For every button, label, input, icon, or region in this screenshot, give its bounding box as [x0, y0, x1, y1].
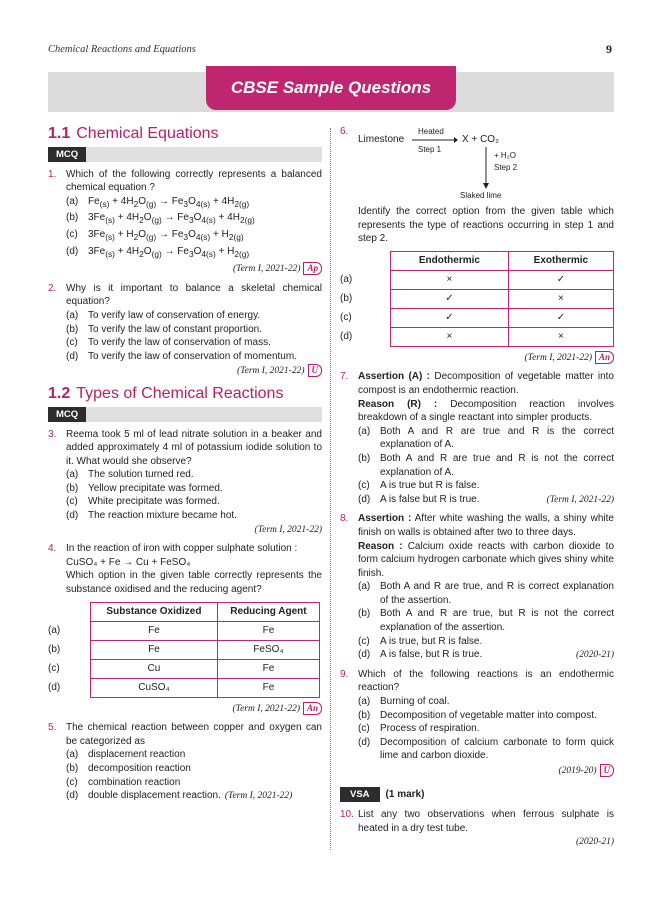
skill-badge: An [303, 702, 322, 715]
question-6: 6. Limestone Heated Step 1 X + CO₂ + H₂O Step 2 Slaked lime Identify the correct option from the given table which represents the type of reactions occurring in step 1 and step 2. [340, 126, 614, 245]
question-7: 7. Assertion (A) : Decomposition of vegetable matter into compost is an endothermic reaction. Reason (R) : Decomposition reaction involves breakdown of a single reactant into simpler products. (a) Both A and R are true and R is the correct explanation of A. (b) Both A and R are true and R is not the correct explanation of A. (c) A is true but R is false. (d) A is false but R is true. (Term I, 2021-22) [340, 371, 615, 505]
skill-badge: U [308, 364, 323, 377]
skill-badge: Ap [303, 262, 322, 275]
left-column: 1.1 Chemical Equations MCQ 1. Which of the following correctly represents a balanced chemical equation ? (a) $Fe_{(s)} + 4H_2O_{(g)} \to Fe_3O_{4(s)} + 4H_{2(g)}$ (b) $3Fe_{(s)} + 4H_2O_{(g)} \to Fe_3O_{4(s)} + 4H_{2(g)}$ (c) $3Fe_{(s)} + H_2O_{(g)} \to Fe_3O_{4(s)} + H_{2(g)}$ (d) $3Fe_{(s)} + 4H_2O_{(g)} \to Fe_3O_{4(s)} + H_{2(g)}$ (Term I, 2021-22) Ap 2. Why is it important to balance a skeletal chemical equation? (a) To verify law of conservation of energy. (b) To verify the law of constant proportion. (c) To verify the law of conservation of mass. (d) To verify the law of conservation of momentum. (Term I, 2021-22) U 1.2 Types of Chemical Reactions MCQ 3. Reema took 5 ml of lead nitrate solution in a beaker and added approximately 4 ml of potassium iodide solution to it. What would she observe? (a) The solution turned red. (b) Yellow precipitate was formed. (c) White precipitate was formed. (d) The reaction mixture became hot. (Term I, 2021-22) 4. In the reaction of iron with copper sulphate solution : CuSO₄ + Fe → Cu + FeSO₄ Which option in the given table correctly represents the substance oxidised and the reducing agent? (a) (b) (c) (d) Substance Oxidized Reducing Agent Fe Fe Fe FeSO₄ Cu Fe CuSO₄ Fe (Term I, 2021-22) An 5. The chemical reaction between copper and oxygen can be categorized as (a) displacement reaction (b) decomposition reaction (c) combination reaction (d) double displacement reaction. (Term I, 2021-22) [48, 125, 322, 809]
question-2: 2. Why is it important to balance a skeletal chemical equation? (a) To verify law of conservation of energy. (b) To verify the law of constant proportion. (c) To verify the law of conservation of mass. (d) To verify the law of conservation of momentum. (Term I, 2021-22) U [48, 282, 322, 377]
skill-badge: An [595, 351, 614, 364]
q4-table-wrap: (a) (b) (c) (d) Substance Oxidized Reducing Agent Fe Fe Fe FeSO₄ Cu Fe CuSO₄ Fe [48, 602, 322, 698]
banner-ribbon [206, 66, 456, 110]
equation-a: $Fe_{(s)} + 4H_2O_{(g)} \to Fe_3O_{4(s)} + 4H_{2(g)}$ [88, 195, 250, 209]
equation-d: $3Fe_{(s)} + 4H_2O_{(g)} \to Fe_3O_{4(s)} + H_{2(g)}$ [88, 245, 250, 259]
skill-badge: U [600, 764, 615, 777]
section-heading-1-1: 1.1 Chemical Equations [48, 125, 219, 142]
equation-c: $3Fe_{(s)} + H_2O_{(g)} \to Fe_3O_{4(s)} + H_{2(g)}$ [88, 228, 244, 242]
question-3: 3. Reema took 5 ml of lead nitrate solution in a beaker and added approximately 4 ml of potassium iodide solution to it. What would she observe? (a) The solution turned red. (b) Yellow precipitate was formed. (c) White precipitate was formed. (d) The reaction mixture became hot. (Term I, 2021-22) [48, 428, 322, 535]
vsa-tag: VSA (1 mark) [340, 787, 614, 803]
equation-b: $3Fe_{(s)} + 4H_2O_{(g)} \to Fe_3O_{4(s)} + 4H_{2(g)}$ [88, 212, 255, 226]
running-header: Chemical Reactions and Equations [48, 44, 196, 55]
question-5: 5. The chemical reaction between copper and oxygen can be categorized as (a) displacement reaction (b) decomposition reaction (c) combination reaction (d) double displacement reaction. (Term I, 2021-22) [48, 722, 322, 802]
mcq-tag: MCQ [48, 407, 322, 422]
page-number: 9 [606, 42, 612, 56]
reaction-equation: CuSO₄ + Fe → Cu + FeSO₄ [66, 556, 191, 568]
right-column: 6. Limestone Heated Step 1 X + CO₂ + H₂O Step 2 Slaked lime Identify the correct option from the given table which represents the type of reactions occurring in step 1 and step 2. (a) (b) (c) (d) Endothermic Exothermic × ✓ ✓ × ✓ ✓ × × (Term I, 2021-22) An 7. Assertion (A) : Decomposition of vegetable matter into compost is an endothermic reaction. Reason (R) : Decomposition reaction involves breakdown of a single reactant into simpler products. (a) Both A and R are true and R is the correct explanation of A. (b) Both A and R are true and R is not the correct explanation of A. (c) A is true but R is false. (d) A is false but R is true. (Term I, 2021-22) 8. Assertion : After white washing the walls, a shiny white finish on walls is obtained after two to three days. Reason : Calcium oxide reacts with carbon dioxide to form calcium hydrogen carbonate which gives shiny white finish. (a) Both A and R are true, and R is correct explanation of the assertion. (b) Both A and R are true, but R is not the correct explanation of the assertion. (c) A is true, but R is false. (d) A is false, but R is true. (2020-21) 9. Which of the following reactions is an endothermic reaction? (a) Burning of coal. (b) Decomposition of vegetable matter into compost. (c) Process of respiration. (d) Decomposition of calcium carbonate to form quick lime and carbon dioxide. (2019-20) U VSA (1 mark) 10. List any two observations when ferrous sulphate is heated in a dry test tube. (2020-21) [340, 125, 614, 855]
q4-table: Substance Oxidized Reducing Agent Fe Fe Fe FeSO₄ Cu Fe CuSO₄ Fe [90, 602, 320, 698]
question-4: 4. In the reaction of iron with copper sulphate solution : CuSO₄ + Fe → Cu + FeSO₄ Which option in the given table correctly represents the substance oxidised and the reducing agent? [48, 543, 322, 596]
q6-table: Endothermic Exothermic × ✓ ✓ × ✓ ✓ × × [390, 251, 614, 347]
reaction-flow-diagram: Limestone Heated Step 1 X + CO₂ + H₂O Step 2 Slaked lime [358, 127, 518, 200]
question-10: 10. List any two observations when ferrous sulphate is heated in a dry test tube. (2020-21) [340, 809, 614, 848]
section-heading-1-2: 1.2 Types of Chemical Reactions [48, 384, 284, 402]
question-1: 1. Which of the following correctly represents a balanced chemical equation ? (a) $Fe_{(s)} + 4H_2O_{(g)} \to Fe_3O_{4(s)} + 4H_{2(g)}$ (b) $3Fe_{(s)} + 4H_2O_{(g)} \to Fe_3O_{4(s)} + 4H_{2(g)}$ (c) $3Fe_{(s)} + H_2O_{(g)} \to Fe_3O_{4(s)} + H_{2(g)}$ (d) $3Fe_{(s)} + 4H_2O_{(g)} \to Fe_3O_{4(s)} + H_{2(g)}$ (Term I, 2021-22) Ap [48, 168, 322, 275]
mcq-tag: MCQ [48, 147, 322, 162]
banner-title: CBSE Sample Questions [230, 78, 432, 97]
question-8: 8. Assertion : After white washing the walls, a shiny white finish on walls is obtained after two to three days. Reason : Calcium oxide reacts with carbon dioxide to form calcium hydrogen carbonate which gives shiny white finish. (a) Both A and R are true, and R is correct explanation of the assertion. (b) Both A and R are true, but R is not the correct explanation of the assertion. (c) A is true, but R is false. (d) A is false, but R is true. (2020-21) [340, 513, 615, 661]
column-divider [330, 128, 331, 850]
question-text: Which of the following correctly represents a balanced chemical equation ? [66, 168, 322, 194]
question-9: 9. Which of the following reactions is an endothermic reaction? (a) Burning of coal. (b) Decomposition of vegetable matter into compost. (c) Process of respiration. (d) Decomposition of calcium carbonate to form quick lime and carbon dioxide. (2019-20) U [340, 668, 614, 776]
q6-table-wrap: (a) (b) (c) (d) Endothermic Exothermic × ✓ ✓ × ✓ ✓ × × [340, 251, 614, 347]
